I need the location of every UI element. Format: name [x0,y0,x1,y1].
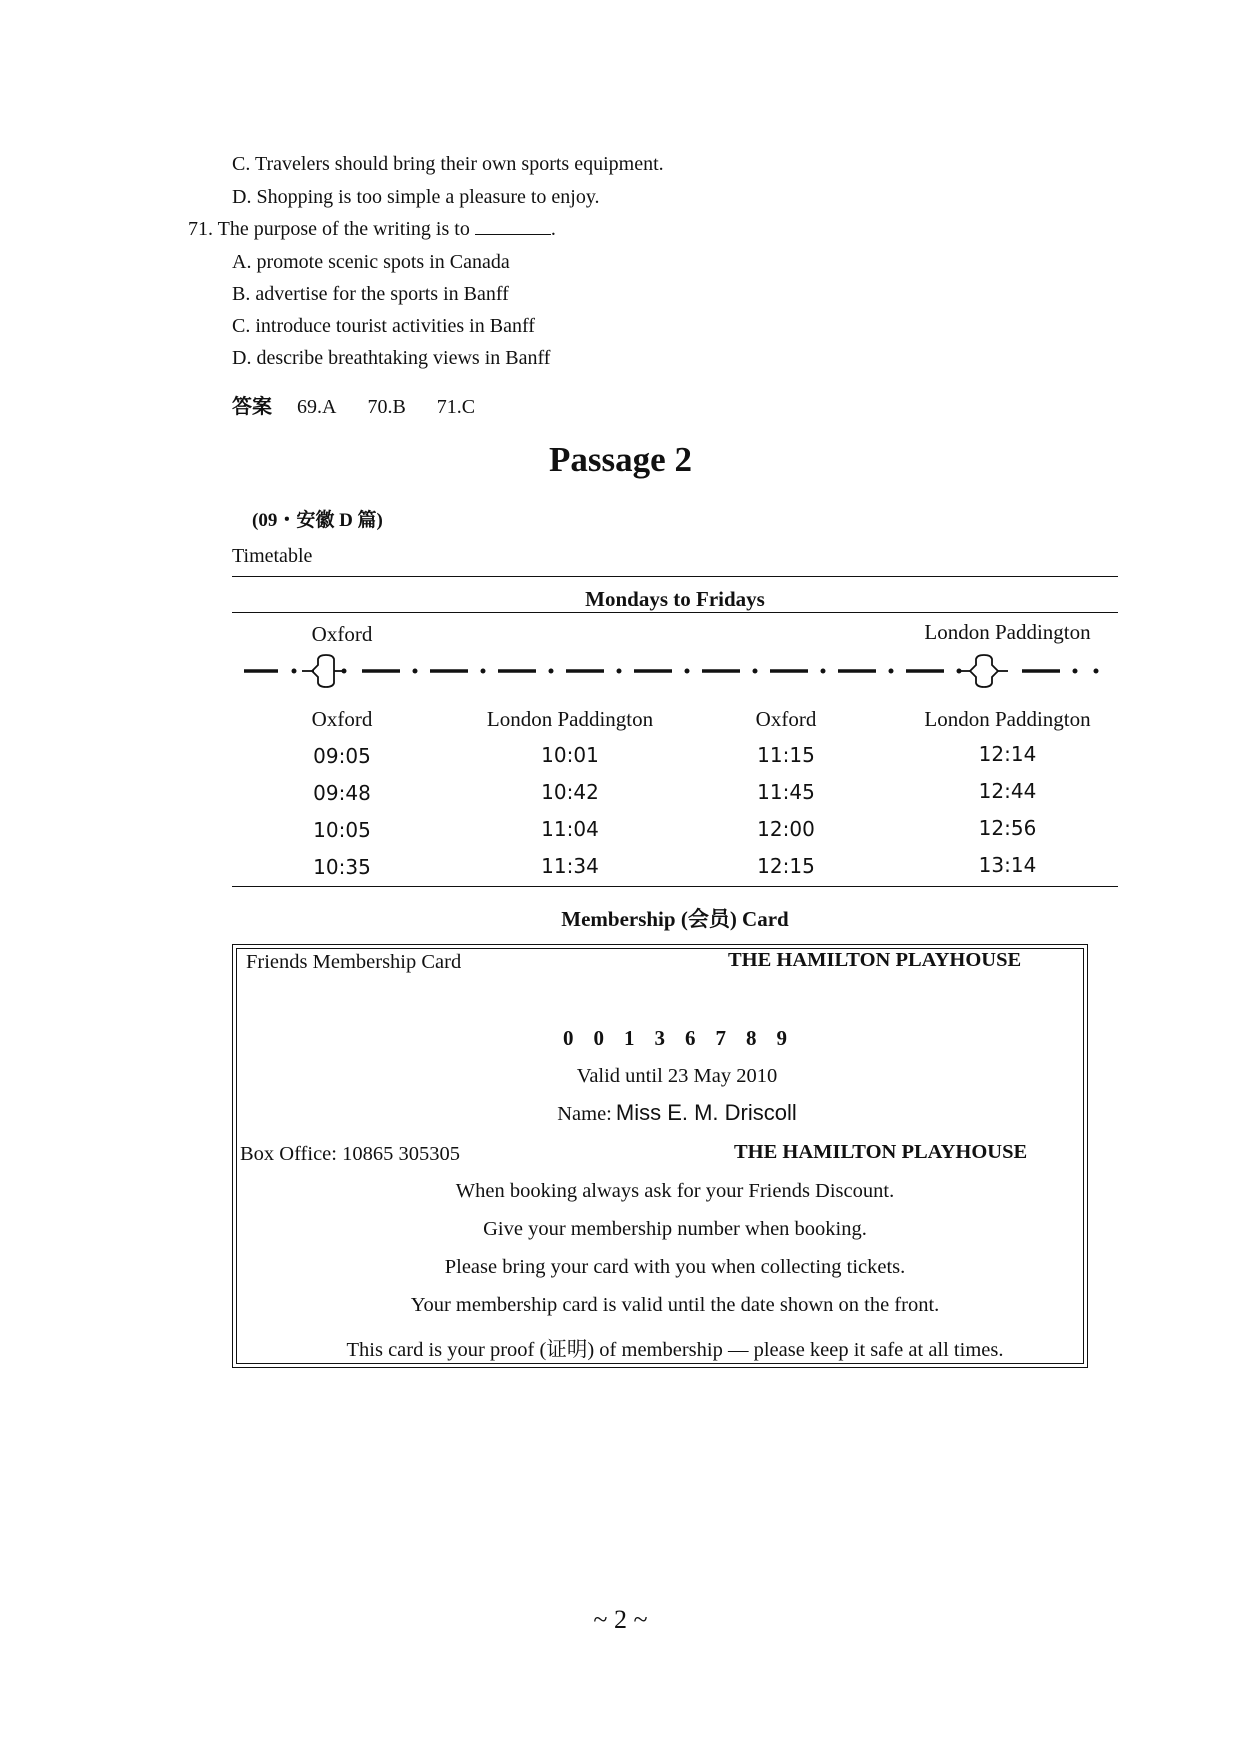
membership-number: 00136789 [563,1026,807,1050]
playhouse-name-top: THE HAMILTON PLAYHOUSE [728,949,1022,971]
timetable-heading-rule [232,612,1118,613]
question-71-stem: 71. The purpose of the writing is to [188,218,470,240]
column-header-oxford-1: Oxford [311,707,373,731]
time-cell: 11:34 [541,854,599,878]
column-header-oxford-2: Oxford [755,707,817,731]
answer-label: 答案 [232,396,272,418]
column-header-london-2: London Paddington [924,707,1091,731]
source-label: (09・安徽 D 篇) [252,510,383,531]
time-cell: 12:56 [978,816,1037,840]
time-cell: 11:15 [757,743,815,767]
answer-blank [475,218,551,235]
option-d: D. describe breathtaking views in Banff [232,347,551,369]
route-end-label: London Paddington [924,620,1091,644]
timetable-label: Timetable [232,545,313,567]
name-label: Name: [557,1103,612,1125]
question-71-end: . [550,218,556,240]
time-cell: 12:15 [757,854,815,878]
name-value: Miss E. M. Driscoll [615,1100,797,1125]
time-cell: 12:14 [978,742,1037,766]
time-cell: 12:44 [978,779,1037,803]
passage-title: Passage 2 [549,440,692,479]
card-rule: Please bring your card with you when collecting tickets. [444,1256,906,1278]
answer-key [232,390,501,419]
option-d-prev: D. Shopping is too simple a pleasure to enjoy. [232,186,600,208]
time-cell: 10:05 [313,818,371,842]
card-rule: When booking always ask for your Friends Discount. [455,1180,895,1202]
card-title: Membership (会员) Card [561,907,789,931]
answer-70: 70.B [367,396,406,418]
time-cell: 10:42 [541,780,599,804]
route-start-label: Oxford [311,622,373,646]
member-name [232,1100,1122,1126]
option-a: A. promote scenic spots in Canada [232,251,510,273]
card-rule: Give your membership number when booking. [483,1218,867,1240]
answer-71: 71.C [436,396,476,418]
time-cell: 12:00 [757,817,815,841]
time-cell: 09:48 [313,781,371,805]
time-cell: 10:01 [541,743,599,767]
timetable-bottom-rule [232,886,1118,887]
question-71 [188,218,556,241]
route-line [232,652,1118,688]
time-cell: 10:35 [313,855,371,879]
playhouse-name-bottom: THE HAMILTON PLAYHOUSE [734,1141,1028,1163]
timetable-top-rule [232,576,1118,577]
option-c-prev: C. Travelers should bring their own sports equipment. [232,153,664,175]
timetable-heading: Mondays to Fridays [585,587,765,611]
page-number: ~ 2 ~ [593,1605,648,1634]
valid-until: Valid until 23 May 2010 [576,1065,778,1087]
station-marker-icon [302,655,342,687]
time-cell: 11:45 [757,780,815,804]
column-header-london-1: London Paddington [486,707,654,731]
time-cell: 11:04 [541,817,599,841]
box-office: Box Office: 10865 305305 [240,1143,460,1165]
option-b: B. advertise for the sports in Banff [232,283,509,305]
friends-label: Friends Membership Card [246,951,462,973]
time-cell: 13:14 [978,853,1037,877]
option-c: C. introduce tourist activities in Banff [232,315,535,337]
answer-69: 69.A [297,396,337,418]
card-rule: This card is your proof (证明) of membership — please keep it safe at all times. [346,1339,1004,1361]
time-cell: 09:05 [313,744,371,768]
card-rule: Your membership card is valid until the date shown on the front. [410,1294,940,1316]
station-marker-icon [960,655,1008,687]
